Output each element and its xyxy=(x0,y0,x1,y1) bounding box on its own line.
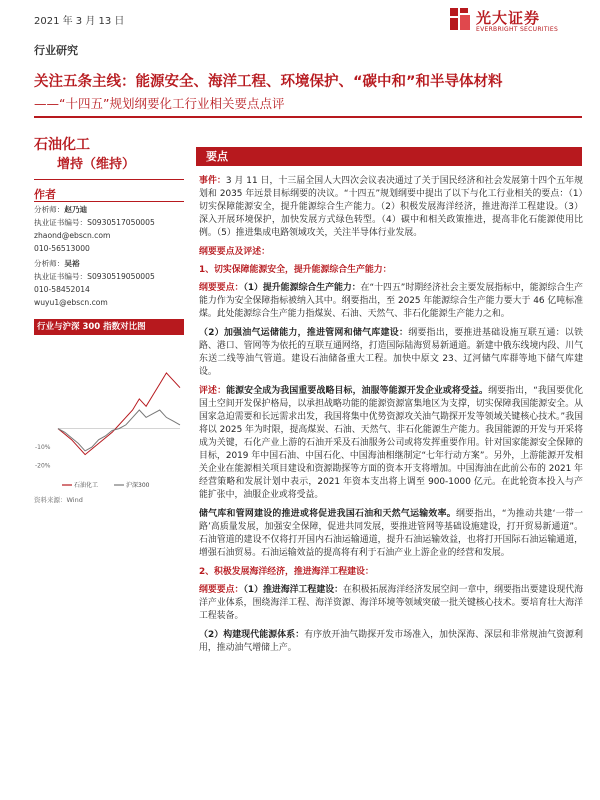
summary-heading: 纲要要点及评述： xyxy=(199,247,270,257)
report-title: 关注五条主线：能源安全、海洋工程、环境保护、“碳中和”和半导体材料 xyxy=(34,74,503,90)
section-1-title: 1、切实保障能源安全，提升能源综合生产能力： xyxy=(199,265,392,275)
comment-text: 纲要指出，“我国要优化国土空间开发保护格局，以承担战略功能的能源资源富集地区为支撑，切实保障我国能源安全。从国家急迫需要和长远需求出发，我国将集中优势资源攻关油气勘探开发等领域关键核心技术。”我国将以 2025 年为时限，提高煤炭、石油、天然气、非石化能源生产能力。我国能源的开发与开采将成为关键，石化产业上游的石油开采及石油服务公司或将发挥重要作用。针对国家能源安全保障的目标，2019 年中国石油、中国石化、中国海油相继制定“七年行动方案”。另外，上游能源开发相关企业在能源相关项目建设和资源勘探等方面的资本开支将增加。中国海油在此前公布的 2021 年经营策略和发展计划中表示，2021 年资本支出将上调至 900-1000 亿元。在此轮资本投入与产能扩张中，油服企业或将受益。 xyxy=(199,386,584,500)
s1-comment xyxy=(199,385,583,502)
event-text: 3 月 11 日，十三届全国人大四次会议表决通过了关于国民经济和社会发展第十四个五年规划和 2035 年远景目标纲要的决议。“十四五”规划纲要中提出了以下与化工行业相关的要点：（1）切实保障能源安全，提升能源综合生产能力。（2）积极发展海洋经济，推进海洋工程建设。（3）深入开展环境保护，加快发展方式绿色转型。（4）碳中和相关政策推进，提高非化石能源使用比例。（5）推进集成电路领域攻关，关注半导体行业发展。 xyxy=(199,176,584,238)
legend-label-industry: 石油化工 xyxy=(74,482,99,489)
storage-heading: 储气库和管网建设的推进或将促进我国石油和天然气运输效率。 xyxy=(199,509,456,519)
s2-point-1 xyxy=(199,584,583,623)
chart-legend xyxy=(62,481,150,489)
section-2-title: 2、积极发展海洋经济，推进海洋工程建设： xyxy=(199,567,374,577)
point-heading: （1）提升能源综合生产能力： xyxy=(243,283,361,293)
investment-rating: 增持（维持） xyxy=(57,157,136,172)
report-type: 行业研究 xyxy=(34,44,78,57)
event-paragraph xyxy=(199,175,583,240)
author-email[interactable]: zhaond@ebscn.com xyxy=(34,231,111,240)
keypoints-label: 要点 xyxy=(206,150,228,163)
author-phone: 010-56513000 xyxy=(34,244,90,253)
author-2 xyxy=(34,257,155,309)
company-logo xyxy=(448,6,576,36)
point-text: 有序放开油气勘探开发市场准入，加快深海、深层和非常规油气资源利用，推动油气增储上产。 xyxy=(199,630,583,653)
report-date: 2021 年 3 月 13 日 xyxy=(34,16,125,27)
s1-storage xyxy=(199,508,583,560)
chart-tick-label: -10% xyxy=(35,444,51,452)
s1-point-1 xyxy=(199,282,583,321)
point-text: 在“十四五”时期经济社会主要发展指标中，能源综合生产能力作为安全保障指标被纳入其中。纲要指出，至 2025 年能源综合生产能力要大于 46 亿吨标准煤。此处能源综合生产能力指煤炭、石油、天然气、非石化能源生产能力之和。 xyxy=(199,283,584,319)
chart-title: 行业与沪深 300 指数对比图 xyxy=(34,319,184,335)
chart-source: 资料来源：Wind xyxy=(34,496,83,504)
point-text: 纲要指出，要推进基础设施互联互通：以铁路、港口、管网等为依托的互联互通网络，打造国际陆海贸易新通道。新建中俄东线境内段、川气东送二线等油气管道。建设石油储备重大工程。加快中原文 23、辽河储气库群等地下储气库建设。 xyxy=(199,328,583,377)
author-email[interactable]: wuyu1@ebscn.com xyxy=(34,298,108,307)
author-name: 赵乃迪 xyxy=(64,205,88,214)
comment-label: 评述： xyxy=(199,386,227,396)
index-comparison-chart xyxy=(34,319,184,515)
chart-plot xyxy=(34,339,184,489)
sidebar-divider xyxy=(34,179,184,180)
s2-point-2 xyxy=(199,629,583,655)
outline-label: 纲要要点： xyxy=(199,283,244,293)
author-license: 执业证书编号：S0930517050005 xyxy=(34,218,155,227)
author-role: 分析师： xyxy=(34,259,65,268)
author-1 xyxy=(34,203,155,255)
everbright-logo-icon xyxy=(448,6,472,34)
comment-heading: 能源安全成为我国重要战略目标，油服等能源开发企业或将受益。 xyxy=(226,386,489,396)
title-divider xyxy=(34,116,582,118)
chart-tick-label: -20% xyxy=(35,462,51,470)
logo-english-name: EVERBRIGHT SECURITIES xyxy=(476,26,559,33)
event-label: 事件： xyxy=(199,176,226,186)
point-heading: （1）推进海洋工程建设： xyxy=(243,585,343,595)
author-name: 吴裕 xyxy=(64,259,80,268)
point-heading: （2）构建现代能源体系： xyxy=(199,630,305,640)
authors-heading: 作者 xyxy=(34,188,56,201)
author-license: 执业证书编号：S0930519050005 xyxy=(34,272,155,281)
logo-chinese-name: 光大证券 xyxy=(476,9,541,27)
author-phone: 010-58452014 xyxy=(34,285,90,294)
point-heading: （2）加强油气运储能力，推进管网和储气库建设： xyxy=(199,328,409,338)
report-subtitle: ——“十四五”规划纲要化工行业相关要点点评 xyxy=(34,96,285,111)
sidebar-divider xyxy=(34,201,184,202)
point-text: 在积极拓展海洋经济发展空间一章中，纲要指出要建设现代海洋产业体系，围绕海洋工程、海洋资源、海洋环境等领域突破一批关键核心技术。要培育壮大海洋工程装备。 xyxy=(199,585,584,621)
s1-point-2 xyxy=(199,327,583,379)
author-role: 分析师： xyxy=(34,205,65,214)
legend-label-hs300: 沪深300 xyxy=(126,482,150,489)
outline-label: 纲要要点： xyxy=(199,585,244,595)
report-body xyxy=(199,175,583,661)
keypoints-banner xyxy=(196,147,582,166)
industry-name: 石油化工 xyxy=(34,137,90,153)
storage-text: 纲要指出，“为推动共建‘一带一路’高质量发展，加强安全保障，促进共同发展，要推进管网等基础设施建设，打开贸易新通道”。石油管道的建设不仅将打开国内石油运输通道，提升石油运输效益，也将打开国际石油运输通道，增强石油贸易。石油运输效益的提高将有利于石油产业上游企业的经营和发展。 xyxy=(199,509,583,558)
